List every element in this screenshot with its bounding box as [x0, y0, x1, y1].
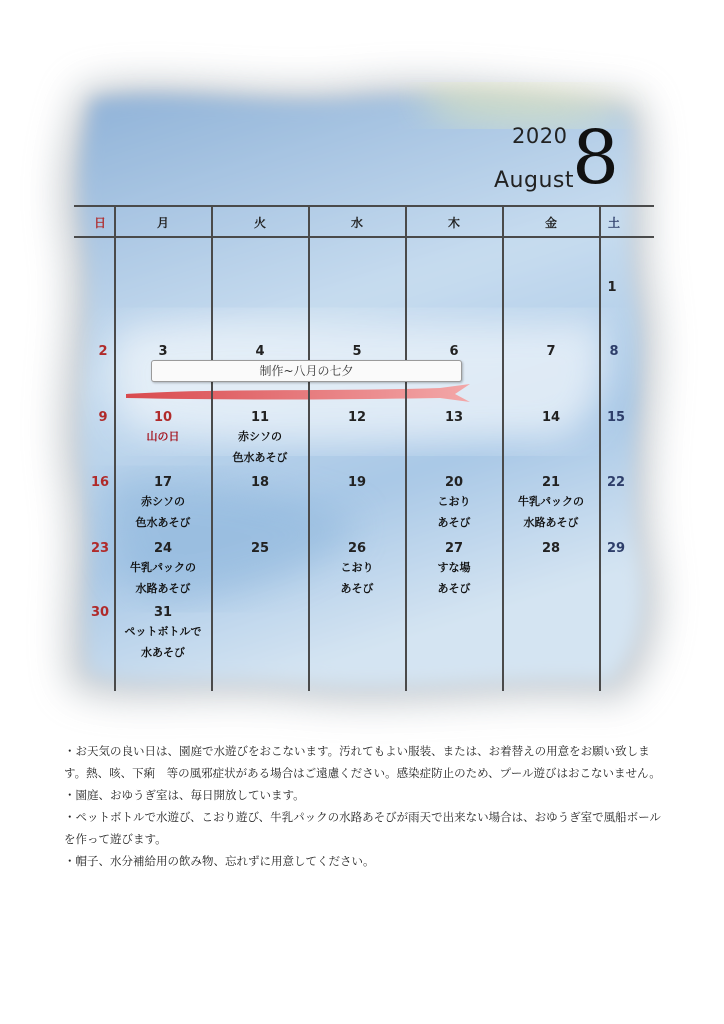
- weekday-tuesday: 火: [253, 216, 266, 230]
- grid-line-v: [502, 205, 504, 691]
- event-label: ペットボトルで: [124, 625, 202, 638]
- day-number: 24: [153, 541, 173, 556]
- event-label: 色水あそび: [232, 451, 288, 464]
- event-label: 牛乳パックの: [518, 495, 584, 508]
- day-number: 19: [347, 475, 367, 490]
- grid-line-v: [599, 205, 601, 691]
- weekday-saturday: 土: [607, 216, 620, 230]
- day-number: 17: [153, 475, 173, 490]
- event-label: 色水あそび: [135, 516, 191, 529]
- day-number: 5: [352, 344, 362, 359]
- day-number: 3: [158, 344, 168, 359]
- day-number: 11: [250, 410, 270, 425]
- day-number: 16: [90, 475, 110, 490]
- day-number: 8: [609, 344, 619, 359]
- day-number: 14: [541, 410, 561, 425]
- day-number: 22: [606, 475, 626, 490]
- note-paragraph: ・園庭、おゆうぎ室は、毎日開放しています。: [64, 788, 305, 802]
- month-number-label: 8: [572, 115, 620, 201]
- day-number: 29: [606, 541, 626, 556]
- day-number: 26: [347, 541, 367, 556]
- note-paragraph: ・お天気の良い日は、園庭で水遊びをおこないます。汚れてもよい服装、または、お着替えの用意をお願い致します。熱、咳、下痢 等の風邪症状がある場合はご遠慮ください。感染症防止のため、プール遊びはおこないません。: [64, 744, 661, 780]
- weekday-monday: 月: [156, 216, 169, 230]
- event-label: 水路あそび: [135, 582, 191, 595]
- weekday-thursday: 木: [447, 216, 460, 230]
- day-number: 15: [606, 410, 626, 425]
- day-number: 2: [98, 344, 108, 359]
- day-number: 27: [444, 541, 464, 556]
- event-label: あそび: [437, 516, 471, 529]
- grid-line-h: [74, 205, 654, 207]
- day-number: 25: [250, 541, 270, 556]
- event-label: あそび: [340, 582, 374, 595]
- year-label: 2020: [512, 124, 568, 148]
- day-number: 12: [347, 410, 367, 425]
- weekday-sunday: 日: [93, 216, 106, 230]
- weekday-friday: 金: [544, 216, 557, 230]
- day-number: 20: [444, 475, 464, 490]
- note-paragraph: ・ペットボトルで水遊び、こおり遊び、牛乳パックの水路あそびが雨天で出来ない場合は、おゆうぎ室で風船ボールを作って遊びます。: [64, 810, 661, 846]
- day-number: 4: [255, 344, 265, 359]
- grid-line-v: [405, 205, 407, 691]
- event-label: あそび: [437, 582, 471, 595]
- day-number: 31: [153, 605, 173, 620]
- event-label: 赤シソの: [141, 495, 185, 508]
- day-number: 10: [153, 410, 173, 425]
- event-label: こおり: [437, 495, 471, 508]
- day-number: 23: [90, 541, 110, 556]
- notes-section: [64, 740, 670, 872]
- day-number: 1: [607, 280, 617, 295]
- day-number: 13: [444, 410, 464, 425]
- day-number: 28: [541, 541, 561, 556]
- event-banner-tanabata: 制作~八月の七夕: [151, 360, 462, 382]
- event-label: こおり: [340, 561, 374, 574]
- day-number: 7: [546, 344, 556, 359]
- event-label: すな場: [437, 561, 471, 574]
- event-label: 水あそび: [141, 646, 185, 659]
- day-number: 6: [449, 344, 459, 359]
- event-holiday-label: 山の日: [146, 430, 180, 443]
- day-number: 9: [98, 410, 108, 425]
- weekday-wednesday: 水: [350, 216, 363, 230]
- day-number: 30: [90, 605, 110, 620]
- event-label: 水路あそび: [523, 516, 579, 529]
- note-paragraph: ・帽子、水分補給用の飲み物、忘れずに用意してください。: [64, 854, 375, 868]
- day-number: 18: [250, 475, 270, 490]
- day-number: 21: [541, 475, 561, 490]
- grid-line-h: [74, 236, 654, 238]
- event-label: 赤シソの: [238, 430, 282, 443]
- event-label: 牛乳パックの: [130, 561, 196, 574]
- month-name-label: August: [494, 168, 574, 193]
- grid-line-v: [308, 205, 310, 691]
